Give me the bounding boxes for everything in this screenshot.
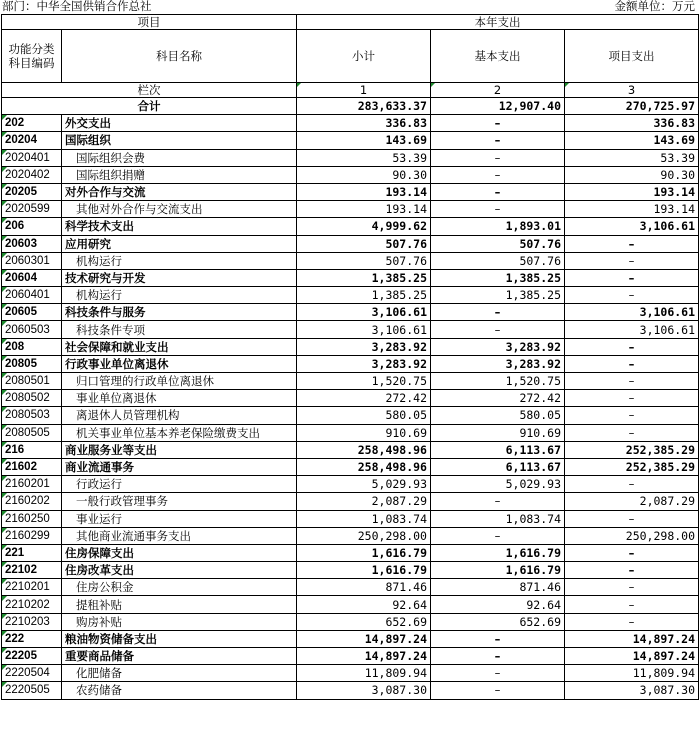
row-basic: 1,385.25 [431, 287, 565, 304]
row-project: 143.69 [565, 132, 699, 149]
row-subtotal: 4,999.62 [297, 218, 431, 235]
row-subtotal: 53.39 [297, 149, 431, 166]
row-subtotal: 92.64 [297, 596, 431, 613]
row-basic: 652.69 [431, 613, 565, 630]
row-basic: 6,113.67 [431, 441, 565, 458]
header-year-expenditure: 本年支出 [297, 15, 699, 30]
row-code: 202 [2, 115, 62, 132]
row-name: 国际组织会费 [62, 149, 297, 166]
row-name: 粮油物资储备支出 [62, 630, 297, 647]
table-row [2, 596, 699, 613]
row-code: 20805 [2, 355, 62, 372]
row-name: 一般行政管理事务 [62, 493, 297, 510]
seq-label: 栏次 [2, 83, 297, 98]
table-row [2, 269, 699, 286]
row-name: 国际组织捐赠 [62, 166, 297, 183]
row-subtotal: 143.69 [297, 132, 431, 149]
row-project: – [565, 424, 699, 441]
row-subtotal: 652.69 [297, 613, 431, 630]
row-code: 2080502 [2, 390, 62, 407]
table-row [2, 527, 699, 544]
table-row [2, 235, 699, 252]
row-code: 221 [2, 544, 62, 561]
total-row [2, 98, 699, 115]
row-project: 53.39 [565, 149, 699, 166]
row-subtotal: 1,520.75 [297, 373, 431, 390]
row-project: 3,087.30 [565, 682, 699, 699]
row-basic: 871.46 [431, 579, 565, 596]
row-code: 2160201 [2, 476, 62, 493]
row-project: 3,106.61 [565, 321, 699, 338]
table-row [2, 544, 699, 561]
row-project: 250,298.00 [565, 527, 699, 544]
row-project: – [565, 407, 699, 424]
seq-1: 1 [297, 83, 431, 98]
row-subtotal: 193.14 [297, 201, 431, 218]
row-code: 2220505 [2, 682, 62, 699]
row-name: 其他对外合作与交流支出 [62, 201, 297, 218]
table-row [2, 201, 699, 218]
expenditure-table [1, 14, 699, 700]
row-code: 2020599 [2, 201, 62, 218]
row-basic: 3,283.92 [431, 355, 565, 372]
row-project: – [565, 287, 699, 304]
row-basic: 507.76 [431, 235, 565, 252]
row-subtotal: 1,616.79 [297, 544, 431, 561]
row-code: 206 [2, 218, 62, 235]
header-row-2 [2, 30, 699, 83]
row-subtotal: 1,385.25 [297, 269, 431, 286]
total-subtotal: 283,633.37 [297, 98, 431, 115]
row-subtotal: 258,498.96 [297, 458, 431, 475]
row-name: 重要商品储备 [62, 648, 297, 665]
row-basic: – [431, 630, 565, 647]
row-name: 行政运行 [62, 476, 297, 493]
table-row [2, 252, 699, 269]
row-name: 购房补贴 [62, 613, 297, 630]
row-code: 20204 [2, 132, 62, 149]
header-code: 功能分类 科目编码 [2, 30, 62, 83]
row-basic: – [431, 115, 565, 132]
seq-3: 3 [565, 83, 699, 98]
row-name: 机关事业单位基本养老保险缴费支出 [62, 424, 297, 441]
header-item: 项目 [2, 15, 297, 30]
table-row [2, 149, 699, 166]
row-code: 20605 [2, 304, 62, 321]
row-code: 20205 [2, 183, 62, 200]
row-project: – [565, 252, 699, 269]
row-subtotal: 1,616.79 [297, 562, 431, 579]
row-code: 21602 [2, 458, 62, 475]
row-code: 208 [2, 338, 62, 355]
table-row [2, 304, 699, 321]
row-subtotal: 90.30 [297, 166, 431, 183]
row-basic: – [431, 201, 565, 218]
row-project: – [565, 476, 699, 493]
row-code: 2060301 [2, 252, 62, 269]
row-name: 技术研究与开发 [62, 269, 297, 286]
row-code: 22102 [2, 562, 62, 579]
header-project: 项目支出 [565, 30, 699, 83]
row-name: 住房改革支出 [62, 562, 297, 579]
row-subtotal: 3,087.30 [297, 682, 431, 699]
row-name: 应用研究 [62, 235, 297, 252]
row-basic: – [431, 648, 565, 665]
row-basic: – [431, 665, 565, 682]
row-project: – [565, 544, 699, 561]
row-name: 事业单位离退休 [62, 390, 297, 407]
unit-label: 金额单位：万元 [614, 0, 695, 13]
row-name: 机构运行 [62, 287, 297, 304]
row-subtotal: 871.46 [297, 579, 431, 596]
table-row [2, 493, 699, 510]
row-basic: 1,616.79 [431, 562, 565, 579]
row-project: 336.83 [565, 115, 699, 132]
row-subtotal: 580.05 [297, 407, 431, 424]
row-project: – [565, 235, 699, 252]
header-subtotal: 小计 [297, 30, 431, 83]
row-basic: 1,083.74 [431, 510, 565, 527]
department-label: 部门：中华全国供销合作总社 [2, 0, 152, 13]
row-code: 2080501 [2, 373, 62, 390]
row-name: 商业服务业等支出 [62, 441, 297, 458]
row-project: – [565, 510, 699, 527]
row-name: 提租补贴 [62, 596, 297, 613]
row-project: 252,385.29 [565, 441, 699, 458]
table-row [2, 115, 699, 132]
row-code: 2060503 [2, 321, 62, 338]
row-basic: 6,113.67 [431, 458, 565, 475]
table-row [2, 338, 699, 355]
row-name: 归口管理的行政单位离退休 [62, 373, 297, 390]
row-basic: – [431, 183, 565, 200]
row-name: 国际组织 [62, 132, 297, 149]
row-code: 2160299 [2, 527, 62, 544]
row-basic: – [431, 304, 565, 321]
table-row [2, 630, 699, 647]
table-row [2, 510, 699, 527]
row-subtotal: 5,029.93 [297, 476, 431, 493]
row-code: 2160250 [2, 510, 62, 527]
total-label: 合计 [2, 98, 297, 115]
table-row [2, 562, 699, 579]
row-name: 住房公积金 [62, 579, 297, 596]
row-subtotal: 193.14 [297, 183, 431, 200]
row-project: – [565, 596, 699, 613]
row-name: 农药储备 [62, 682, 297, 699]
row-code: 2060401 [2, 287, 62, 304]
row-project: 14,897.24 [565, 648, 699, 665]
table-row [2, 613, 699, 630]
row-subtotal: 2,087.29 [297, 493, 431, 510]
row-project: 2,087.29 [565, 493, 699, 510]
table-row [2, 407, 699, 424]
row-project: 3,106.61 [565, 218, 699, 235]
row-project: 193.14 [565, 183, 699, 200]
row-basic: 1,385.25 [431, 269, 565, 286]
row-subtotal: 507.76 [297, 235, 431, 252]
row-basic: 3,283.92 [431, 338, 565, 355]
row-project: – [565, 579, 699, 596]
table-row [2, 373, 699, 390]
row-name: 住房保障支出 [62, 544, 297, 561]
row-project: 14,897.24 [565, 630, 699, 647]
row-name: 社会保障和就业支出 [62, 338, 297, 355]
total-project: 270,725.97 [565, 98, 699, 115]
row-name: 科技条件与服务 [62, 304, 297, 321]
row-name: 外交支出 [62, 115, 297, 132]
table-row [2, 476, 699, 493]
table-row [2, 648, 699, 665]
row-basic: – [431, 682, 565, 699]
row-project: 3,106.61 [565, 304, 699, 321]
row-name: 对外合作与交流 [62, 183, 297, 200]
row-basic: – [431, 166, 565, 183]
table-row [2, 218, 699, 235]
row-code: 2080503 [2, 407, 62, 424]
row-code: 22205 [2, 648, 62, 665]
row-basic: – [431, 132, 565, 149]
table-row [2, 132, 699, 149]
table-row [2, 579, 699, 596]
row-name: 科技条件专项 [62, 321, 297, 338]
row-code: 2210201 [2, 579, 62, 596]
row-code: 2020401 [2, 149, 62, 166]
row-code: 2160202 [2, 493, 62, 510]
row-code: 222 [2, 630, 62, 647]
row-project: – [565, 390, 699, 407]
total-basic: 12,907.40 [431, 98, 565, 115]
row-code: 2080505 [2, 424, 62, 441]
table-row [2, 682, 699, 699]
row-project: 252,385.29 [565, 458, 699, 475]
row-basic: – [431, 321, 565, 338]
row-basic: 92.64 [431, 596, 565, 613]
header-row-1 [2, 15, 699, 30]
row-code: 2220504 [2, 665, 62, 682]
row-subtotal: 272.42 [297, 390, 431, 407]
table-row [2, 390, 699, 407]
row-basic: 507.76 [431, 252, 565, 269]
row-basic: 580.05 [431, 407, 565, 424]
row-subtotal: 258,498.96 [297, 441, 431, 458]
row-subtotal: 1,083.74 [297, 510, 431, 527]
row-code: 2020402 [2, 166, 62, 183]
row-code: 216 [2, 441, 62, 458]
row-name: 事业运行 [62, 510, 297, 527]
row-subtotal: 14,897.24 [297, 648, 431, 665]
row-basic: – [431, 149, 565, 166]
row-project: – [565, 269, 699, 286]
row-project: 11,809.94 [565, 665, 699, 682]
table-row [2, 441, 699, 458]
row-code: 20603 [2, 235, 62, 252]
table-row [2, 287, 699, 304]
header-basic: 基本支出 [431, 30, 565, 83]
row-name: 行政事业单位离退休 [62, 355, 297, 372]
row-subtotal: 3,106.61 [297, 321, 431, 338]
row-subtotal: 11,809.94 [297, 665, 431, 682]
row-subtotal: 14,897.24 [297, 630, 431, 647]
table-row [2, 424, 699, 441]
header-row-seq [2, 83, 699, 98]
row-basic: 1,520.75 [431, 373, 565, 390]
row-basic: 272.42 [431, 390, 565, 407]
row-basic: 5,029.93 [431, 476, 565, 493]
row-name: 化肥储备 [62, 665, 297, 682]
header-name: 科目名称 [62, 30, 297, 83]
row-subtotal: 910.69 [297, 424, 431, 441]
row-subtotal: 507.76 [297, 252, 431, 269]
table-row [2, 321, 699, 338]
row-code: 20604 [2, 269, 62, 286]
row-name: 科学技术支出 [62, 218, 297, 235]
row-name: 其他商业流通事务支出 [62, 527, 297, 544]
row-name: 商业流通事务 [62, 458, 297, 475]
row-subtotal: 1,385.25 [297, 287, 431, 304]
row-basic: – [431, 527, 565, 544]
row-project: 90.30 [565, 166, 699, 183]
table-row [2, 166, 699, 183]
row-name: 离退休人员管理机构 [62, 407, 297, 424]
row-basic: 910.69 [431, 424, 565, 441]
table-row [2, 458, 699, 475]
row-project: 193.14 [565, 201, 699, 218]
row-subtotal: 3,283.92 [297, 355, 431, 372]
seq-2: 2 [431, 83, 565, 98]
row-name: 机构运行 [62, 252, 297, 269]
row-code: 2210202 [2, 596, 62, 613]
row-project: – [565, 562, 699, 579]
row-basic: 1,616.79 [431, 544, 565, 561]
row-subtotal: 3,283.92 [297, 338, 431, 355]
table-row [2, 665, 699, 682]
row-project: – [565, 355, 699, 372]
table-row [2, 355, 699, 372]
row-basic: 1,893.01 [431, 218, 565, 235]
row-subtotal: 3,106.61 [297, 304, 431, 321]
row-project: – [565, 613, 699, 630]
row-project: – [565, 338, 699, 355]
row-project: – [565, 373, 699, 390]
row-code: 2210203 [2, 613, 62, 630]
table-row [2, 183, 699, 200]
row-subtotal: 250,298.00 [297, 527, 431, 544]
row-subtotal: 336.83 [297, 115, 431, 132]
row-basic: – [431, 493, 565, 510]
